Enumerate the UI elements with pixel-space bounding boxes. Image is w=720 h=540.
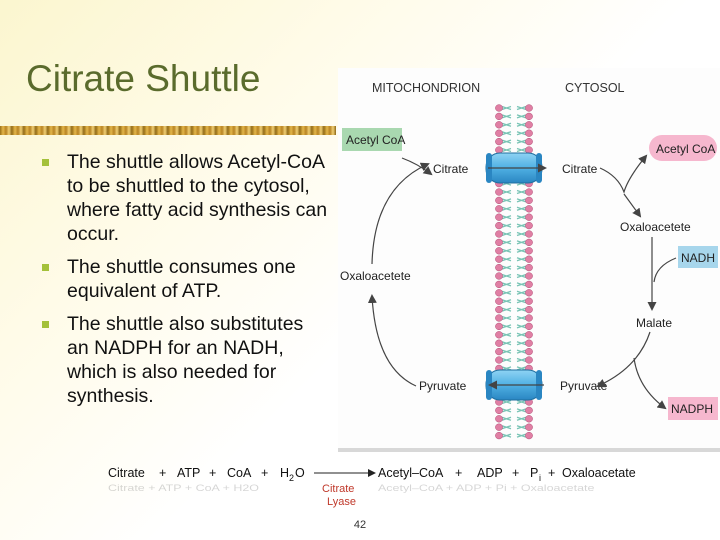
bullet-list [40, 150, 330, 417]
lipid-head [495, 239, 502, 246]
nadh-label: NADH [681, 251, 716, 265]
eq-plus: + [159, 466, 167, 480]
title-divider [0, 126, 336, 135]
citrate-lyase-equation [80, 458, 660, 514]
eq-acetyl-coa: Acetyl–CoA [378, 466, 444, 480]
lipid-head [495, 281, 502, 288]
lipid-head [525, 247, 532, 254]
lipid-head [495, 424, 502, 431]
oxaloacetate-left-label: Oxaloacetete [340, 269, 411, 283]
lipid-head [495, 214, 502, 221]
lipid-head [495, 113, 502, 120]
lipid-head [495, 432, 502, 439]
eq-plus: + [548, 466, 556, 480]
lipid-head [525, 298, 532, 305]
lipid-head [525, 340, 532, 347]
lipid-head [525, 105, 532, 112]
bullet-text: The shuttle also substitutes an NADPH for an NADH, which is also needed for synthesis. [67, 313, 304, 407]
lipid-head [495, 247, 502, 254]
svg-text:Acetyl–CoA + ADP + Pi + O: Acetyl–CoA + ADP + Pi + Oxaloacetate [378, 483, 595, 494]
lipid-head [525, 264, 532, 271]
lipid-head [495, 340, 502, 347]
lipid-head [525, 197, 532, 204]
lipid-head [495, 273, 502, 280]
lipid-head [495, 205, 502, 212]
lipid-head [525, 289, 532, 296]
eq-plus: + [512, 466, 520, 480]
lipid-head [525, 306, 532, 313]
eq-oxaloacetate: Oxaloacetate [562, 466, 636, 480]
lipid-head [495, 289, 502, 296]
lipid-head [525, 239, 532, 246]
lipid-head [525, 147, 532, 154]
lipid-head [525, 256, 532, 263]
pyruvate-left-label: Pyruvate [419, 379, 467, 393]
pyruvate-right-label: Pyruvate [560, 379, 608, 393]
lipid-head [525, 357, 532, 364]
lipid-head [495, 315, 502, 322]
citrate-right-label: Citrate [562, 162, 598, 176]
lipid-head [525, 222, 532, 229]
eq-atp: ATP [177, 466, 201, 480]
lipid-head [495, 231, 502, 238]
lipid-head [495, 189, 502, 196]
eq-plus: + [455, 466, 463, 480]
page-number: 42 [353, 519, 367, 531]
lipid-head [495, 306, 502, 313]
lipid-head [525, 407, 532, 414]
lipid-head [495, 407, 502, 414]
bullet-item [40, 255, 330, 303]
oxaloacetate-right-label: Oxaloacetete [620, 220, 691, 234]
bullet-text: The shuttle consumes one equivalent of ATP. [67, 256, 296, 302]
lipid-head [495, 415, 502, 422]
malate-label: Malate [636, 316, 673, 330]
lipid-head [525, 130, 532, 137]
lipid-head [495, 130, 502, 137]
bullet-square-icon [42, 159, 49, 166]
lipid-head [495, 264, 502, 271]
lipid-head [495, 197, 502, 204]
lipid-head [495, 298, 502, 305]
lipid-head [525, 205, 532, 212]
lipid-head [495, 105, 502, 112]
lipid-head [525, 231, 532, 238]
cytosol-label: CYTOSOL [565, 81, 625, 95]
citrate-shuttle-diagram [338, 68, 720, 456]
lipid-head [525, 273, 532, 280]
lipid-head [525, 415, 532, 422]
lipid-head [495, 348, 502, 355]
lipid-head [525, 424, 532, 431]
eq-citrate: Citrate [108, 466, 145, 480]
lipid-head [525, 315, 532, 322]
bullet-square-icon [42, 264, 49, 271]
lipid-head [495, 121, 502, 128]
enzyme-label-line2: Lyase [327, 496, 356, 508]
lipid-head [495, 147, 502, 154]
lipid-head [495, 138, 502, 145]
eq-coa: CoA [227, 466, 252, 480]
eq-water-o: O [295, 466, 305, 480]
citrate-left-label: Citrate [433, 162, 469, 176]
eq-plus: + [209, 466, 217, 480]
eq-adp: ADP [477, 466, 503, 480]
lipid-head [525, 323, 532, 330]
lipid-head [525, 348, 532, 355]
enzyme-label-line1: Citrate [322, 483, 355, 495]
reaction-arrowhead [368, 469, 376, 477]
bullet-item [40, 312, 330, 408]
eq-water-subscript: 2 [289, 473, 295, 483]
bullet-text: The shuttle allows Acetyl-CoA to be shuttled to the cytosol, where fatty acid synthesis can occur. [67, 151, 328, 245]
lipid-head [495, 323, 502, 330]
acetyl-coa-left-label: Acetyl CoA [346, 133, 406, 147]
lipid-head [525, 331, 532, 338]
slide-title: Citrate Shuttle [26, 58, 261, 99]
lipid-head [525, 432, 532, 439]
mitochondrion-label: MITOCHONDRION [372, 81, 481, 95]
lipid-head [525, 281, 532, 288]
lipid-head [525, 113, 532, 120]
svg-text:Citrate + ATP + CoA + H2: Citrate + ATP + CoA + H2O [108, 483, 260, 494]
eq-phosphate-subscript: i [539, 473, 541, 483]
nadph-label: NADPH [671, 402, 714, 416]
lipid-head [525, 214, 532, 221]
lipid-head [525, 121, 532, 128]
lipid-head [525, 189, 532, 196]
bullet-item [40, 150, 330, 246]
lipid-head [495, 331, 502, 338]
acetyl-coa-right-label: Acetyl CoA [656, 142, 716, 156]
lipid-head [495, 357, 502, 364]
diagram-bottom-shadow [338, 448, 720, 452]
lipid-head [495, 256, 502, 263]
bullet-square-icon [42, 321, 49, 328]
eq-water-h: H [280, 466, 290, 480]
lipid-head [495, 222, 502, 229]
eq-phosphate-p: P [530, 466, 539, 480]
lipid-head [525, 138, 532, 145]
eq-plus: + [261, 466, 269, 480]
